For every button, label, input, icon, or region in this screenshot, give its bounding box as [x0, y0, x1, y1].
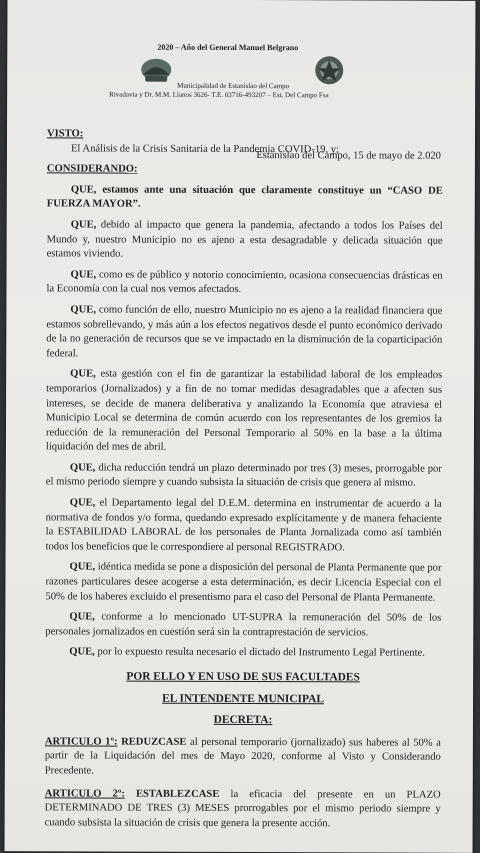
article-lead: ESTABLEZCASE	[124, 788, 220, 800]
que-text: dicha reducción tendrá un plazo determinado por tres (3) meses, prorrogable por el mismo periodo siempre y cuando subsista la situación de crisis que genera al mismo.	[45, 462, 442, 490]
que-paragraph	[46, 268, 442, 299]
que-paragraph	[46, 496, 442, 556]
que-lead: QUE,	[70, 304, 97, 316]
visto-heading: VISTO:	[46, 128, 84, 140]
document-page	[5, 0, 476, 853]
que-paragraph	[46, 461, 442, 492]
que-lead: QUE,	[70, 368, 96, 380]
que-paragraph	[45, 611, 441, 642]
closing-line-3: DECRETA:	[213, 714, 273, 727]
que-text: idéntica medida se pone a disposición del personal de Planta Permanente que por razones particulares desee acogerse a esta determinación, es decir Licencia Especial con el 50% de los haberes excluido el presentismo para el caso del Personal de Planta Permanente.	[45, 561, 442, 604]
municipal-logo-icon	[139, 56, 173, 86]
municipality-address: Rivadavia y Dr. M.M. Llanos 3626- T.E. 03716-493207 – Est. Del Campo Fsa	[109, 90, 329, 100]
article-text: al personal temporario (jornalizado) sus haberes al 50% a partir de la Liquidación del mes de Mayo 2020, conforme al Visto y Considerando Precedente.	[44, 736, 441, 777]
que-paragraph	[46, 368, 442, 457]
que-paragraph	[47, 218, 443, 263]
article-text: la eficacia del presente en un PLAZO DETERMINADO DE TRES (3) MESES prorrogables por el mismo periodo siempre y cuando subsista la situación de crisis que genera la presente acción.	[44, 788, 441, 830]
que-text: estamos ante una situación que claramente constituye un “CASO DE FUERZA MAYOR”.	[46, 184, 443, 211]
que-lead: QUE,	[70, 219, 97, 231]
visto-text: El Análisis de la Crisis Sanitaria de la Pandemia COVID-19, y;	[70, 143, 340, 155]
municipality-name: Municipalidad de Estanislao del Campo	[177, 81, 290, 91]
document-date: Estanislao del Campo, 15 de mayo de 2.020	[256, 150, 441, 162]
que-text: debido al impacto que genera la pandemia, afectando a todos los Países del Mundo y, nuestro Municipio no es ajeno a esta desagradable y delicada situación que estamos viviendo.	[46, 219, 443, 260]
que-lead: QUE,	[70, 184, 97, 196]
que-paragraph	[45, 561, 441, 606]
que-paragraph	[47, 183, 443, 214]
article-1	[45, 735, 441, 780]
article-2	[45, 787, 441, 832]
que-lead: QUE,	[69, 611, 95, 623]
que-lead: QUE,	[70, 269, 97, 281]
que-text: por lo expuesto resulta necesario el dictado del Instrumento Legal Pertinente.	[94, 646, 425, 660]
que-paragraph	[46, 303, 442, 363]
que-text: el Departamento legal del D.E.M. determina en instrumentar de acuerdo a la normativa de fondos y/o forma, quedando expresado explícitamente y de manera fehaciente la ESTABILIDAD LABORAL de los personales de Planta Jornalizada como así también todos los beneficios que le correspondiere al personal REGISTRADO.	[45, 497, 442, 554]
closing-line-1: POR ELLO Y EN USO DE SUS FACULTADES	[126, 670, 360, 684]
que-lead: QUE,	[69, 561, 96, 573]
que-lead: QUE,	[69, 646, 95, 658]
que-lead: QUE,	[69, 462, 96, 474]
que-text: como función de ello, nuestro Municipio no es ajeno a la realidad financiera que estamos sobrellevando, y más aún a los efectos negativos desde el punto económico derivado de la no generación de recursos que se ve impactado en la disminución de la coparticipación federal.	[46, 304, 443, 360]
que-text: conforme a lo mencionado UT-SUPRA la remuneración del 50% de los personales jornalizados en cuestión será sin la contraprestación de servicios.	[45, 611, 442, 639]
que-text: esta gestión con el fin de garantizar la estabilidad laboral de los empleados temporarios (Jornalizados) y a fin de no tomar medidas desagradables que a afecten sus intereses, se decide de manera deliberativa y analizando la Economía que atraviesa el Municipio Local se determina de común acuerdo con los representantes de los gremios la reducción de la remuneración del Personal Temporario al 50% en la base a la última liquidación del mes de abril.	[45, 368, 443, 454]
municipal-seal-icon	[311, 54, 347, 86]
que-text: como es de público y notorio conocimiento, ocasiona consecuencias drásticas en la Economía con la cual nos vemos afectados.	[46, 269, 443, 296]
considerando-heading: CONSIDERANDO:	[46, 163, 138, 175]
article-label: ARTICULO 2º:	[44, 787, 125, 800]
que-paragraph	[45, 646, 441, 662]
year-line: 2020 – Año del General Manuel Belgrano	[157, 42, 299, 53]
article-label: ARTICULO 1º:	[44, 736, 118, 748]
article-lead: REDUZCASE	[117, 736, 187, 748]
que-lead: QUE,	[69, 497, 96, 509]
closing-line-2: EL INTENDENTE MUNICIPAL	[162, 692, 324, 705]
document-body	[45, 127, 443, 832]
